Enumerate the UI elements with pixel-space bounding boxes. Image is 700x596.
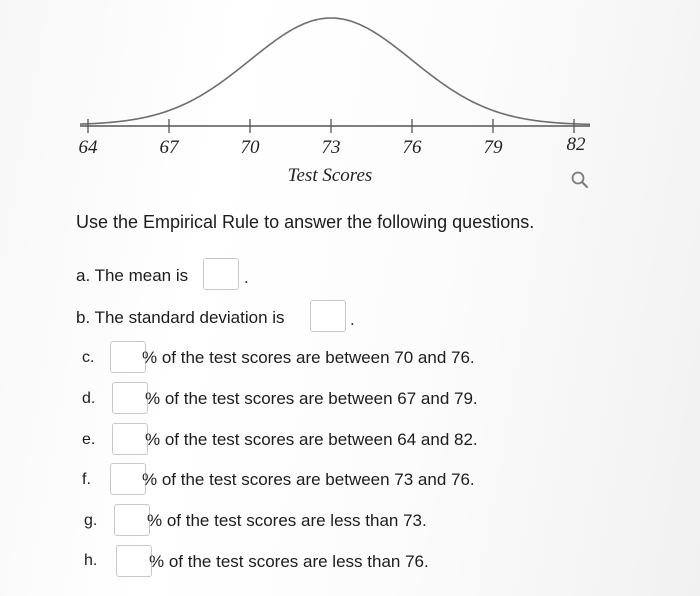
bell-curve bbox=[80, 18, 590, 124]
tick-label-73: 73 bbox=[321, 137, 341, 158]
question-e-text: % of the test scores are between 64 and 82. bbox=[145, 430, 478, 449]
question-f-text: % of the test scores are between 73 and 76. bbox=[142, 470, 475, 489]
question-a-label: a. The mean is bbox=[76, 266, 189, 285]
question-c-input[interactable] bbox=[110, 341, 146, 373]
question-c-letter: c. bbox=[82, 349, 95, 366]
standard-deviation-input[interactable] bbox=[310, 300, 346, 332]
question-b-label: b. The standard deviation is bbox=[76, 308, 285, 327]
question-a-period: . bbox=[244, 268, 249, 287]
question-g-letter: g. bbox=[84, 512, 98, 529]
question-h-text: % of the test scores are less than 76. bbox=[149, 552, 429, 571]
question-f-letter: f. bbox=[82, 471, 91, 488]
question-g-text: % of the test scores are less than 73. bbox=[147, 511, 427, 530]
tick-label-76: 76 bbox=[402, 137, 422, 158]
question-e-letter: e. bbox=[82, 431, 96, 448]
question-d-letter: d. bbox=[82, 390, 96, 407]
question-h-letter: h. bbox=[84, 552, 98, 569]
tick-label-82: 82 bbox=[566, 134, 586, 155]
question-h-input[interactable] bbox=[116, 545, 152, 577]
question-e-input[interactable] bbox=[112, 423, 148, 455]
question-f-input[interactable] bbox=[110, 463, 146, 495]
magnifier-icon[interactable] bbox=[568, 168, 592, 192]
tick-label-64: 64 bbox=[78, 137, 98, 158]
tick-label-67: 67 bbox=[159, 137, 179, 158]
question-g-input[interactable] bbox=[114, 504, 150, 536]
instruction-text: Use the Empirical Rule to answer the following questions. bbox=[76, 212, 535, 232]
question-c-text: % of the test scores are between 70 and 76. bbox=[142, 348, 475, 367]
tick-label-79: 79 bbox=[483, 137, 503, 158]
axis-title: Test Scores bbox=[287, 165, 373, 186]
question-b-period: . bbox=[350, 310, 355, 329]
question-d-text: % of the test scores are between 67 and 79. bbox=[145, 389, 478, 408]
mean-input[interactable] bbox=[203, 258, 239, 290]
tick-label-70: 70 bbox=[240, 137, 260, 158]
question-d-input[interactable] bbox=[112, 382, 148, 414]
